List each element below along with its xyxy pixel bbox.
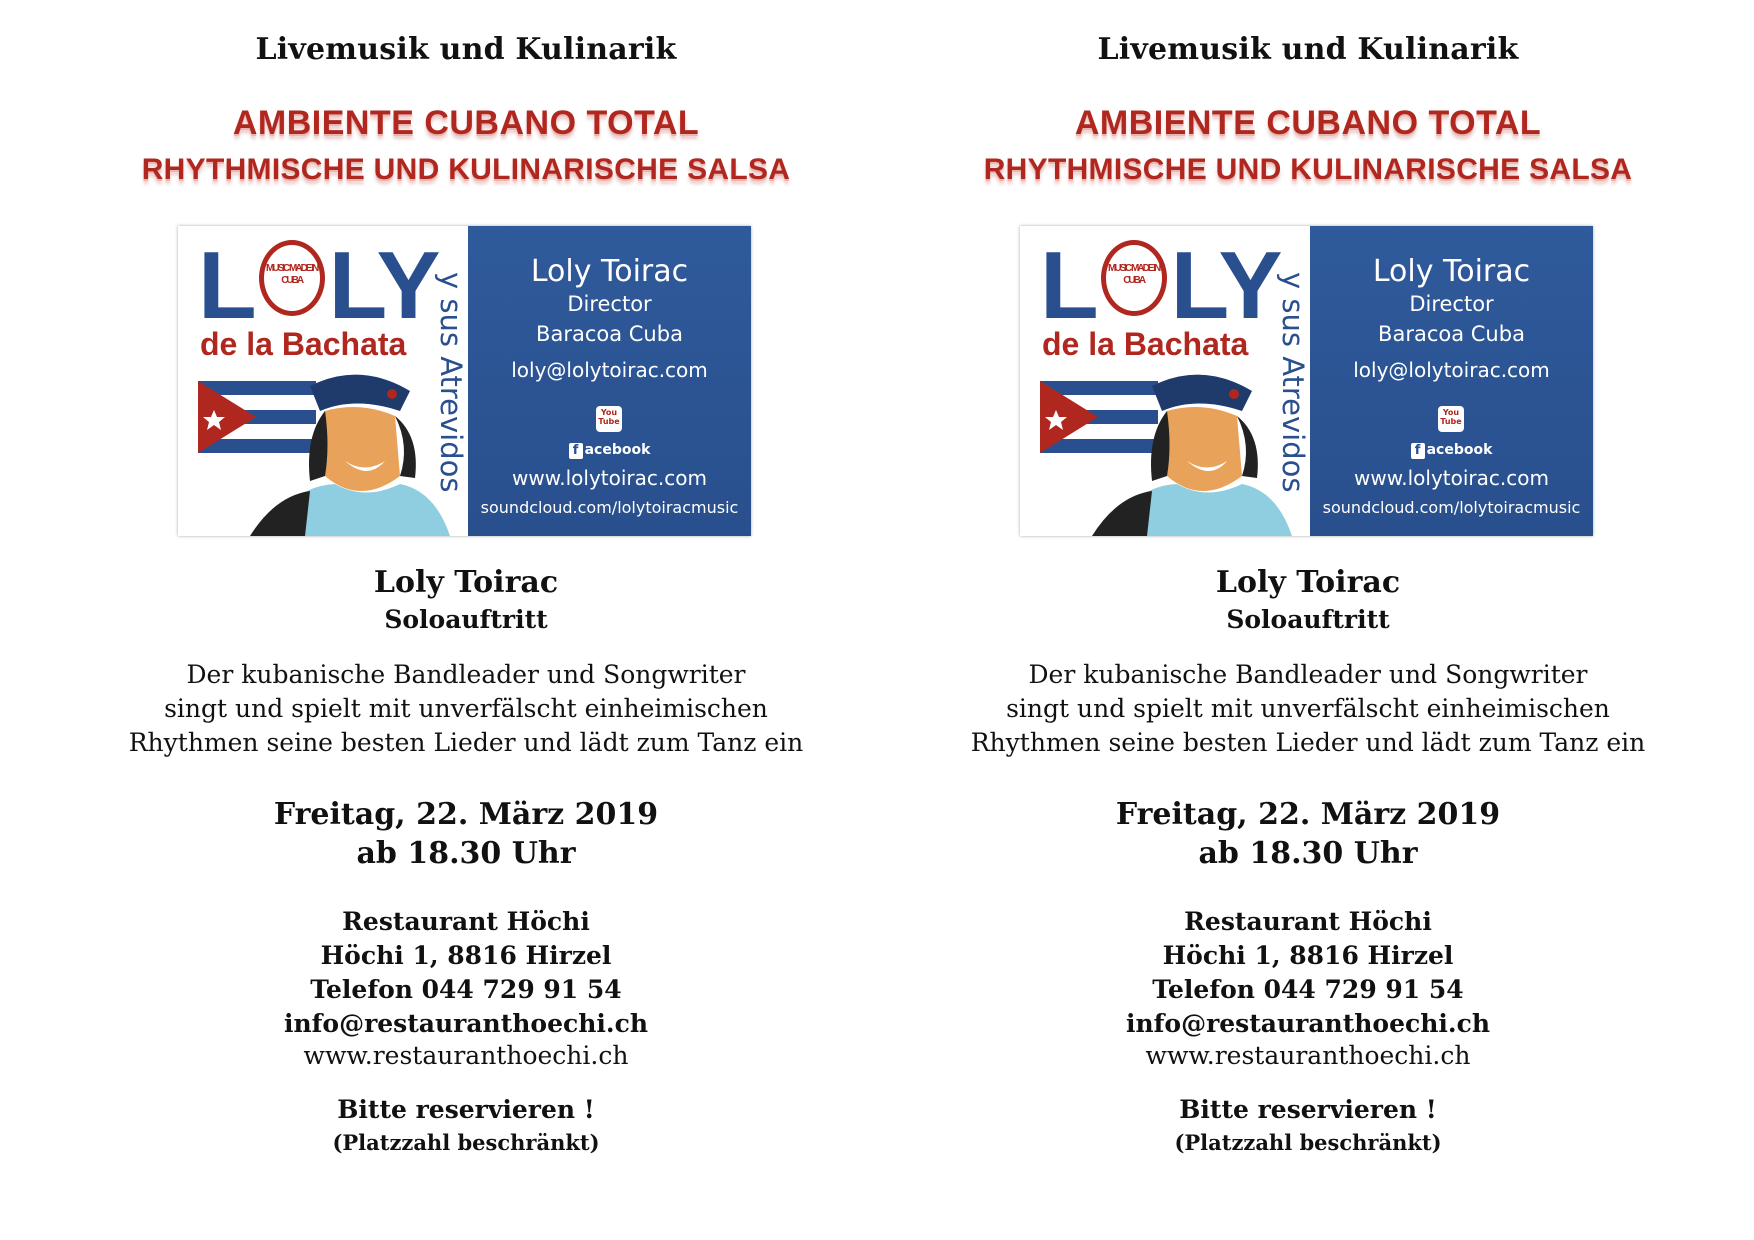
card-soundcloud: soundcloud.com/lolytoiracmusic [1322,498,1581,517]
portrait-illustration [250,366,450,536]
de-la-bachata-text: de la Bachata [1042,326,1249,362]
card-email: loly@lolytoirac.com [1353,358,1550,382]
facebook-label [1310,442,1593,459]
address-line: Höchi 1, 8816 Hirzel [1162,941,1454,970]
card-logo-side [178,226,468,536]
card-logo-side [1020,226,1310,536]
address-line: Restaurant Höchi [342,907,590,936]
address-line: Restaurant Höchi [1184,907,1432,936]
reserve-note: Bitte reservieren ! [337,1095,595,1124]
performance-type: Soloauftritt [1226,605,1390,634]
venue-address [908,905,1708,1041]
card-name: Loly Toirac [1372,254,1531,289]
logo-letter-l: L [198,232,255,339]
address-line: Telefon 044 729 91 54 [310,975,622,1004]
youtube-icon-text: You Tube [1440,408,1462,426]
event-time: ab 18.30 Uhr [1198,836,1418,871]
logo-letters-ly: LY [1170,232,1281,339]
description [908,658,1708,760]
flyer-left [66,0,866,1240]
headline-red-2: RHYTHMISCHE UND KULINARISCHE SALSA [983,153,1633,186]
venue-address [66,905,866,1041]
facebook-icon: f [1411,443,1425,459]
card-soundcloud: soundcloud.com/lolytoiracmusic [480,498,739,517]
heading: Livemusik und Kulinarik [1097,32,1519,67]
heading: Livemusik und Kulinarik [255,32,677,67]
card-name: Loly Toirac [530,254,689,289]
headline-red-1: AMBIENTE CUBANO TOTAL [232,104,700,142]
card-contact-side [468,226,751,536]
music-seal-icon [259,240,325,316]
limit-note: (Platzzahl beschränkt) [332,1130,600,1155]
event-time: ab 18.30 Uhr [356,836,576,871]
artist-name: Loly Toirac [1215,565,1401,600]
de-la-bachata-text: de la Bachata [200,326,407,362]
facebook-label [468,442,751,459]
portrait-illustration [1092,366,1292,536]
y-sus-atrevidos-text: y sus Atrevidos [1276,271,1310,493]
venue-website: www.restauranthoechi.ch [303,1041,629,1070]
card-city: Baracoa Cuba [536,322,683,346]
seal-text: MUSIC MADE IN CUBA [266,263,318,286]
performance-type: Soloauftritt [384,605,548,634]
y-sus-atrevidos-text: y sus Atrevidos [434,271,468,493]
limit-note: (Platzzahl beschränkt) [1174,1130,1442,1155]
card-website: www.lolytoirac.com [512,466,707,490]
description-line: Der kubanische Bandleader und Songwriter [186,660,746,689]
artist-name: Loly Toirac [373,565,559,600]
card-role: Director [567,292,652,316]
logo-letters-ly: LY [328,232,439,339]
headline-red-1: AMBIENTE CUBANO TOTAL [1074,104,1542,142]
loly-logo [198,232,439,339]
description-line: singt und spielt mit unverfälscht einheimischen [164,694,768,723]
address-line: Höchi 1, 8816 Hirzel [320,941,612,970]
description-line: Der kubanische Bandleader und Songwriter [1028,660,1588,689]
seal-text: MUSIC MADE IN CUBA [1108,263,1160,286]
loly-logo [1040,232,1281,339]
business-card-image [178,226,751,536]
youtube-icon [596,406,622,432]
flyer-right [908,0,1708,1240]
youtube-icon [1438,406,1464,432]
event-date: Freitag, 22. März 2019 [273,797,659,832]
address-line: info@restauranthoechi.ch [1125,1009,1491,1038]
logo-letter-l: L [1040,232,1097,339]
card-email: loly@lolytoirac.com [511,358,708,382]
description-line: Rhythmen seine besten Lieder und lädt zum Tanz ein [970,728,1646,757]
card-city: Baracoa Cuba [1378,322,1525,346]
event-date: Freitag, 22. März 2019 [1115,797,1501,832]
description-line: Rhythmen seine besten Lieder und lädt zum Tanz ein [128,728,804,757]
youtube-icon-text: You Tube [598,408,620,426]
facebook-text: acebook [1426,442,1493,458]
headline-red-2: RHYTHMISCHE UND KULINARISCHE SALSA [141,153,791,186]
reserve-note: Bitte reservieren ! [1179,1095,1437,1124]
description [66,658,866,760]
card-contact-side [1310,226,1593,536]
address-line: Telefon 044 729 91 54 [1152,975,1464,1004]
music-seal-icon [1101,240,1167,316]
facebook-icon: f [569,443,583,459]
business-card-image [1020,226,1593,536]
facebook-text: acebook [584,442,651,458]
venue-website: www.restauranthoechi.ch [1145,1041,1471,1070]
address-line: info@restauranthoechi.ch [283,1009,649,1038]
card-website: www.lolytoirac.com [1354,466,1549,490]
description-line: singt und spielt mit unverfälscht einheimischen [1006,694,1610,723]
card-role: Director [1409,292,1494,316]
